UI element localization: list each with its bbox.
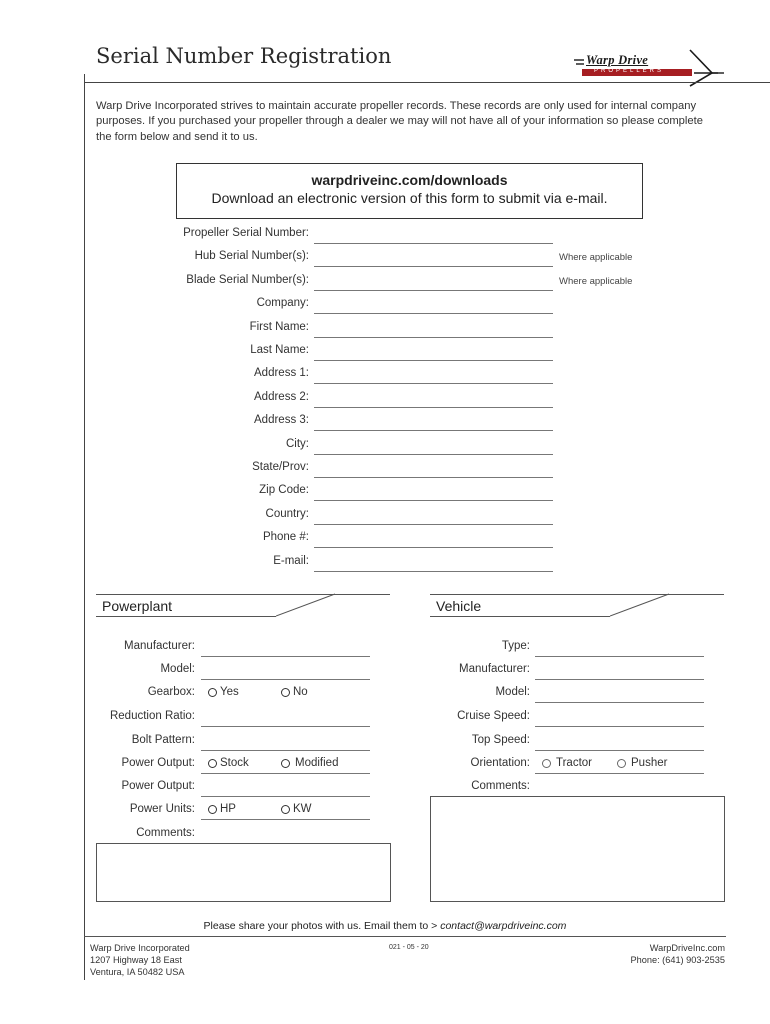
pp-comments-label: Comments: — [136, 827, 195, 839]
veh-top-speed-field[interactable] — [535, 750, 704, 751]
field-label: Last Name: — [250, 344, 309, 356]
footer-city: Ventura, IA 50482 USA — [90, 967, 185, 977]
share-email-link[interactable]: contact@warpdriveinc.com — [440, 920, 567, 932]
share-photos-line — [0, 920, 770, 932]
veh-type-label: Type: — [501, 640, 530, 652]
field-label: E-mail: — [273, 555, 309, 567]
field-label: Address 3: — [254, 414, 309, 426]
gearbox-no-label: No — [293, 686, 308, 698]
pp-manufacturer-label: Manufacturer: — [124, 640, 195, 652]
pp-reduction-ratio-field[interactable] — [201, 726, 370, 727]
field-input-line[interactable] — [314, 383, 553, 384]
pp-power-units-line — [201, 819, 370, 820]
header-divider — [84, 82, 770, 83]
footer-divider — [84, 936, 726, 937]
powerplant-slash — [276, 593, 336, 617]
footer-website[interactable]: WarpDriveInc.com — [649, 943, 725, 953]
pp-power-units-label: Power Units: — [129, 803, 195, 815]
footer-company: Warp Drive Incorporated — [90, 943, 190, 953]
field-input-line[interactable] — [314, 571, 553, 572]
pp-comments-box[interactable] — [96, 843, 391, 902]
orientation-tractor-radio[interactable] — [542, 759, 551, 768]
pp-manufacturer-field[interactable] — [201, 656, 370, 657]
footer-phone: Phone: (641) 903-2535 — [630, 955, 725, 965]
field-input-line[interactable] — [314, 360, 553, 361]
gearbox-no-radio[interactable] — [281, 688, 290, 697]
power-units-hp-radio[interactable] — [208, 805, 217, 814]
footer-address — [90, 942, 190, 978]
vehicle-slash — [610, 593, 670, 617]
pp-power-output-type-line — [201, 773, 370, 774]
orientation-pusher-label: Pusher — [631, 757, 668, 769]
footer-contact — [631, 942, 726, 966]
page-margin-line — [84, 74, 85, 980]
powerplant-header-underline — [96, 616, 276, 617]
veh-manufacturer-field[interactable] — [535, 679, 704, 680]
pp-bolt-pattern-label: Bolt Pattern: — [131, 734, 195, 746]
power-output-modified-radio[interactable] — [281, 759, 290, 768]
field-input-line[interactable] — [314, 547, 553, 548]
field-input-line[interactable] — [314, 430, 553, 431]
field-label: City: — [286, 438, 309, 450]
veh-orientation-label: Orientation: — [470, 757, 530, 769]
field-label: State/Prov: — [252, 461, 309, 473]
logo-sub: PROPELLERS — [594, 68, 665, 74]
power-output-stock-label: Stock — [220, 757, 249, 769]
logo-brand: Warp Drive — [586, 53, 649, 67]
field-label: First Name: — [249, 321, 309, 333]
share-text: Please share your photos with us. Email them to > — [203, 920, 441, 932]
vehicle-title: Vehicle — [436, 598, 482, 614]
field-input-line[interactable] — [314, 524, 553, 525]
field-input-line[interactable] — [314, 313, 553, 314]
pp-model-field[interactable] — [201, 679, 370, 680]
field-input-line[interactable] — [314, 337, 553, 338]
intro-paragraph: Warp Drive Incorporated strives to maintain accurate propeller records. These records are only used for internal company purposes. If you purchased your propeller through a dealer we may will not have all of your information so please complete the form below and send it to us. — [96, 100, 703, 143]
footer-code: 021 - 05 - 20 — [389, 944, 429, 951]
field-label: Country: — [265, 508, 309, 520]
field-label: Phone #: — [262, 531, 309, 543]
field-input-line[interactable] — [314, 243, 553, 244]
field-input-line[interactable] — [314, 290, 553, 291]
field-input-line[interactable] — [314, 477, 553, 478]
pp-bolt-pattern-field[interactable] — [201, 750, 370, 751]
pp-power-output-label: Power Output: — [121, 780, 195, 792]
footer-street: 1207 Highway 18 East — [90, 955, 182, 965]
pp-power-output-type-label: Power Output: — [121, 757, 195, 769]
powerplant-header-line — [96, 594, 390, 595]
field-label: Zip Code: — [259, 484, 309, 496]
gearbox-yes-label: Yes — [220, 686, 239, 698]
download-box — [176, 163, 643, 219]
pp-reduction-ratio-label: Reduction Ratio: — [109, 710, 195, 722]
field-label: Address 1: — [254, 367, 309, 379]
page-title: Serial Number Registration — [96, 44, 392, 68]
veh-orientation-line — [535, 773, 704, 774]
field-label: Hub Serial Number(s): — [194, 250, 309, 262]
pp-power-output-field[interactable] — [201, 796, 370, 797]
gearbox-yes-radio[interactable] — [208, 688, 217, 697]
veh-cruise-speed-field[interactable] — [535, 726, 704, 727]
power-units-kw-radio[interactable] — [281, 805, 290, 814]
veh-type-field[interactable] — [535, 656, 704, 657]
field-input-line[interactable] — [314, 407, 553, 408]
powerplant-title: Powerplant — [102, 598, 173, 614]
orientation-tractor-label: Tractor — [556, 757, 592, 769]
power-output-modified-label: Modified — [295, 757, 339, 769]
pp-gearbox-label: Gearbox: — [147, 686, 195, 698]
power-output-stock-radio[interactable] — [208, 759, 217, 768]
veh-model-field[interactable] — [535, 702, 704, 703]
orientation-pusher-radio[interactable] — [617, 759, 626, 768]
field-input-line[interactable] — [314, 266, 553, 267]
power-units-kw-label: KW — [293, 803, 312, 815]
where-applicable-note: Where applicable — [559, 276, 633, 287]
field-input-line[interactable] — [314, 454, 553, 455]
field-label: Company: — [256, 297, 309, 309]
vehicle-header-line — [430, 594, 724, 595]
field-label: Blade Serial Number(s): — [186, 274, 309, 286]
veh-top-speed-label: Top Speed: — [471, 734, 530, 746]
where-applicable-note: Where applicable — [559, 252, 633, 263]
veh-model-label: Model: — [495, 686, 530, 698]
field-input-line[interactable] — [314, 500, 553, 501]
veh-comments-box[interactable] — [430, 796, 725, 902]
pp-model-label: Model: — [160, 663, 195, 675]
download-link[interactable]: warpdriveinc.com/downloads — [311, 172, 508, 188]
veh-manufacturer-label: Manufacturer: — [459, 663, 530, 675]
field-label: Propeller Serial Number: — [183, 227, 309, 239]
field-label: Address 2: — [254, 391, 309, 403]
vehicle-header-underline — [430, 616, 610, 617]
download-text: Download an electronic version of this form to submit via e-mail. — [211, 190, 608, 206]
veh-comments-label: Comments: — [471, 780, 530, 792]
veh-cruise-speed-label: Cruise Speed: — [457, 710, 530, 722]
power-units-hp-label: HP — [220, 803, 236, 815]
